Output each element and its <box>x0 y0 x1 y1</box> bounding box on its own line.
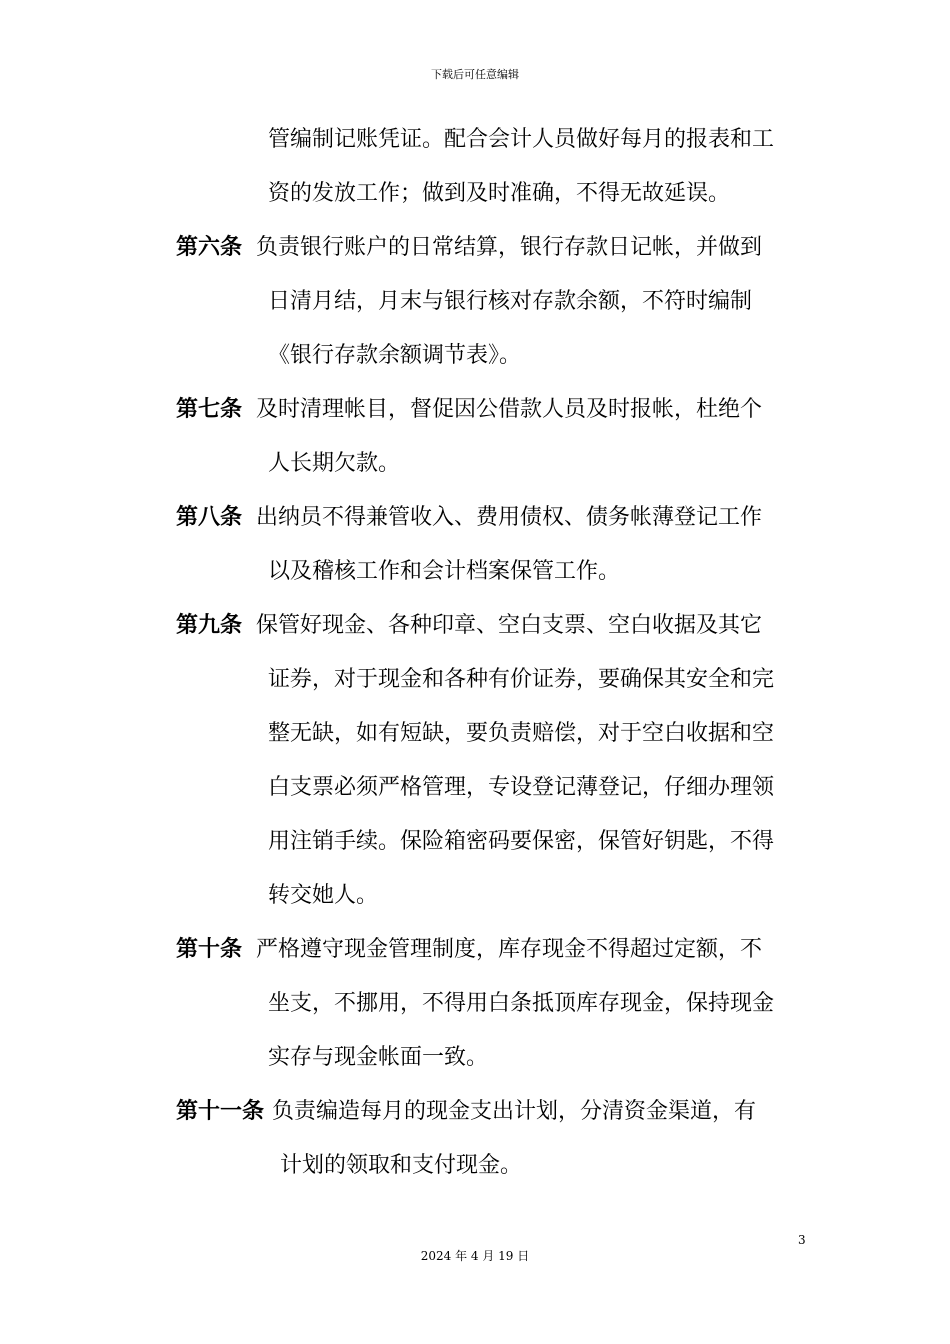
line-text: 转交她人。 <box>268 883 379 908</box>
line-text: 管编制记账凭证。配合会计人员做好每月的报表和工 <box>268 127 775 152</box>
article-line <box>176 233 762 263</box>
text-line <box>268 881 378 911</box>
line-text: 负责编造每月的现金支出计划，分清资金渠道，有 <box>272 1099 757 1124</box>
footer-date: 2024 年 4 月 19 日 <box>420 1249 530 1263</box>
article-line <box>176 395 762 425</box>
article-line <box>176 935 762 965</box>
text-line <box>268 1043 488 1073</box>
article-line <box>176 503 762 533</box>
line-text: 出纳员不得兼管收入、费用债权、债务帐薄登记工作 <box>256 505 763 530</box>
article-label: 第八条 <box>176 505 243 530</box>
text-line <box>268 125 774 155</box>
line-text: 计划的领取和支付现金。 <box>280 1153 523 1178</box>
line-text: 负责银行账户的日常结算，银行存款日记帐，并做到 <box>256 235 763 260</box>
line-text: 证券，对于现金和各种有价证券，要确保其安全和完 <box>268 667 775 692</box>
article-label: 第十一条 <box>176 1099 265 1124</box>
article-label: 第十条 <box>176 937 243 962</box>
text-line <box>268 179 730 209</box>
line-text: 实存与现金帐面一致。 <box>268 1045 489 1070</box>
text-line <box>268 773 774 803</box>
page-header: 下载后可任意编辑 <box>431 68 519 81</box>
line-text: 坐支，不挪用，不得用白条抵顶库存现金，保持现金 <box>268 991 775 1016</box>
text-line <box>268 989 774 1019</box>
text-line <box>280 1151 522 1181</box>
text-line <box>268 827 774 857</box>
line-text: 《银行存款余额调节表》。 <box>268 343 522 368</box>
article-line <box>176 1097 756 1127</box>
line-text: 及时清理帐目，督促因公借款人员及时报帐，杜绝个 <box>256 397 763 422</box>
text-line <box>268 665 774 695</box>
text-line <box>268 449 400 479</box>
line-text: 白支票必须严格管理，专设登记薄登记，仔细办理领 <box>268 775 775 800</box>
line-text: 资的发放工作；做到及时准确，不得无故延误。 <box>268 181 731 206</box>
text-line <box>268 287 752 317</box>
line-text: 人长期欠款。 <box>268 451 401 476</box>
article-label: 第六条 <box>176 235 243 260</box>
article-label: 第九条 <box>176 613 243 638</box>
text-line <box>268 341 521 371</box>
line-text: 用注销手续。保险箱密码要保密，保管好钥匙，不得 <box>268 829 775 854</box>
line-text: 严格遵守现金管理制度，库存现金不得超过定额，不 <box>256 937 763 962</box>
article-label: 第七条 <box>176 397 243 422</box>
line-text: 日清月结，月末与银行核对存款余额，不符时编制 <box>268 289 753 314</box>
line-text: 整无缺，如有短缺，要负责赔偿，对于空白收据和空 <box>268 721 775 746</box>
page-number: 3 <box>798 1233 806 1247</box>
text-line <box>268 719 774 749</box>
line-text: 以及稽核工作和会计档案保管工作。 <box>268 559 621 584</box>
text-line <box>268 557 620 587</box>
article-line <box>176 611 762 641</box>
line-text: 保管好现金、各种印章、空白支票、空白收据及其它 <box>256 613 763 638</box>
